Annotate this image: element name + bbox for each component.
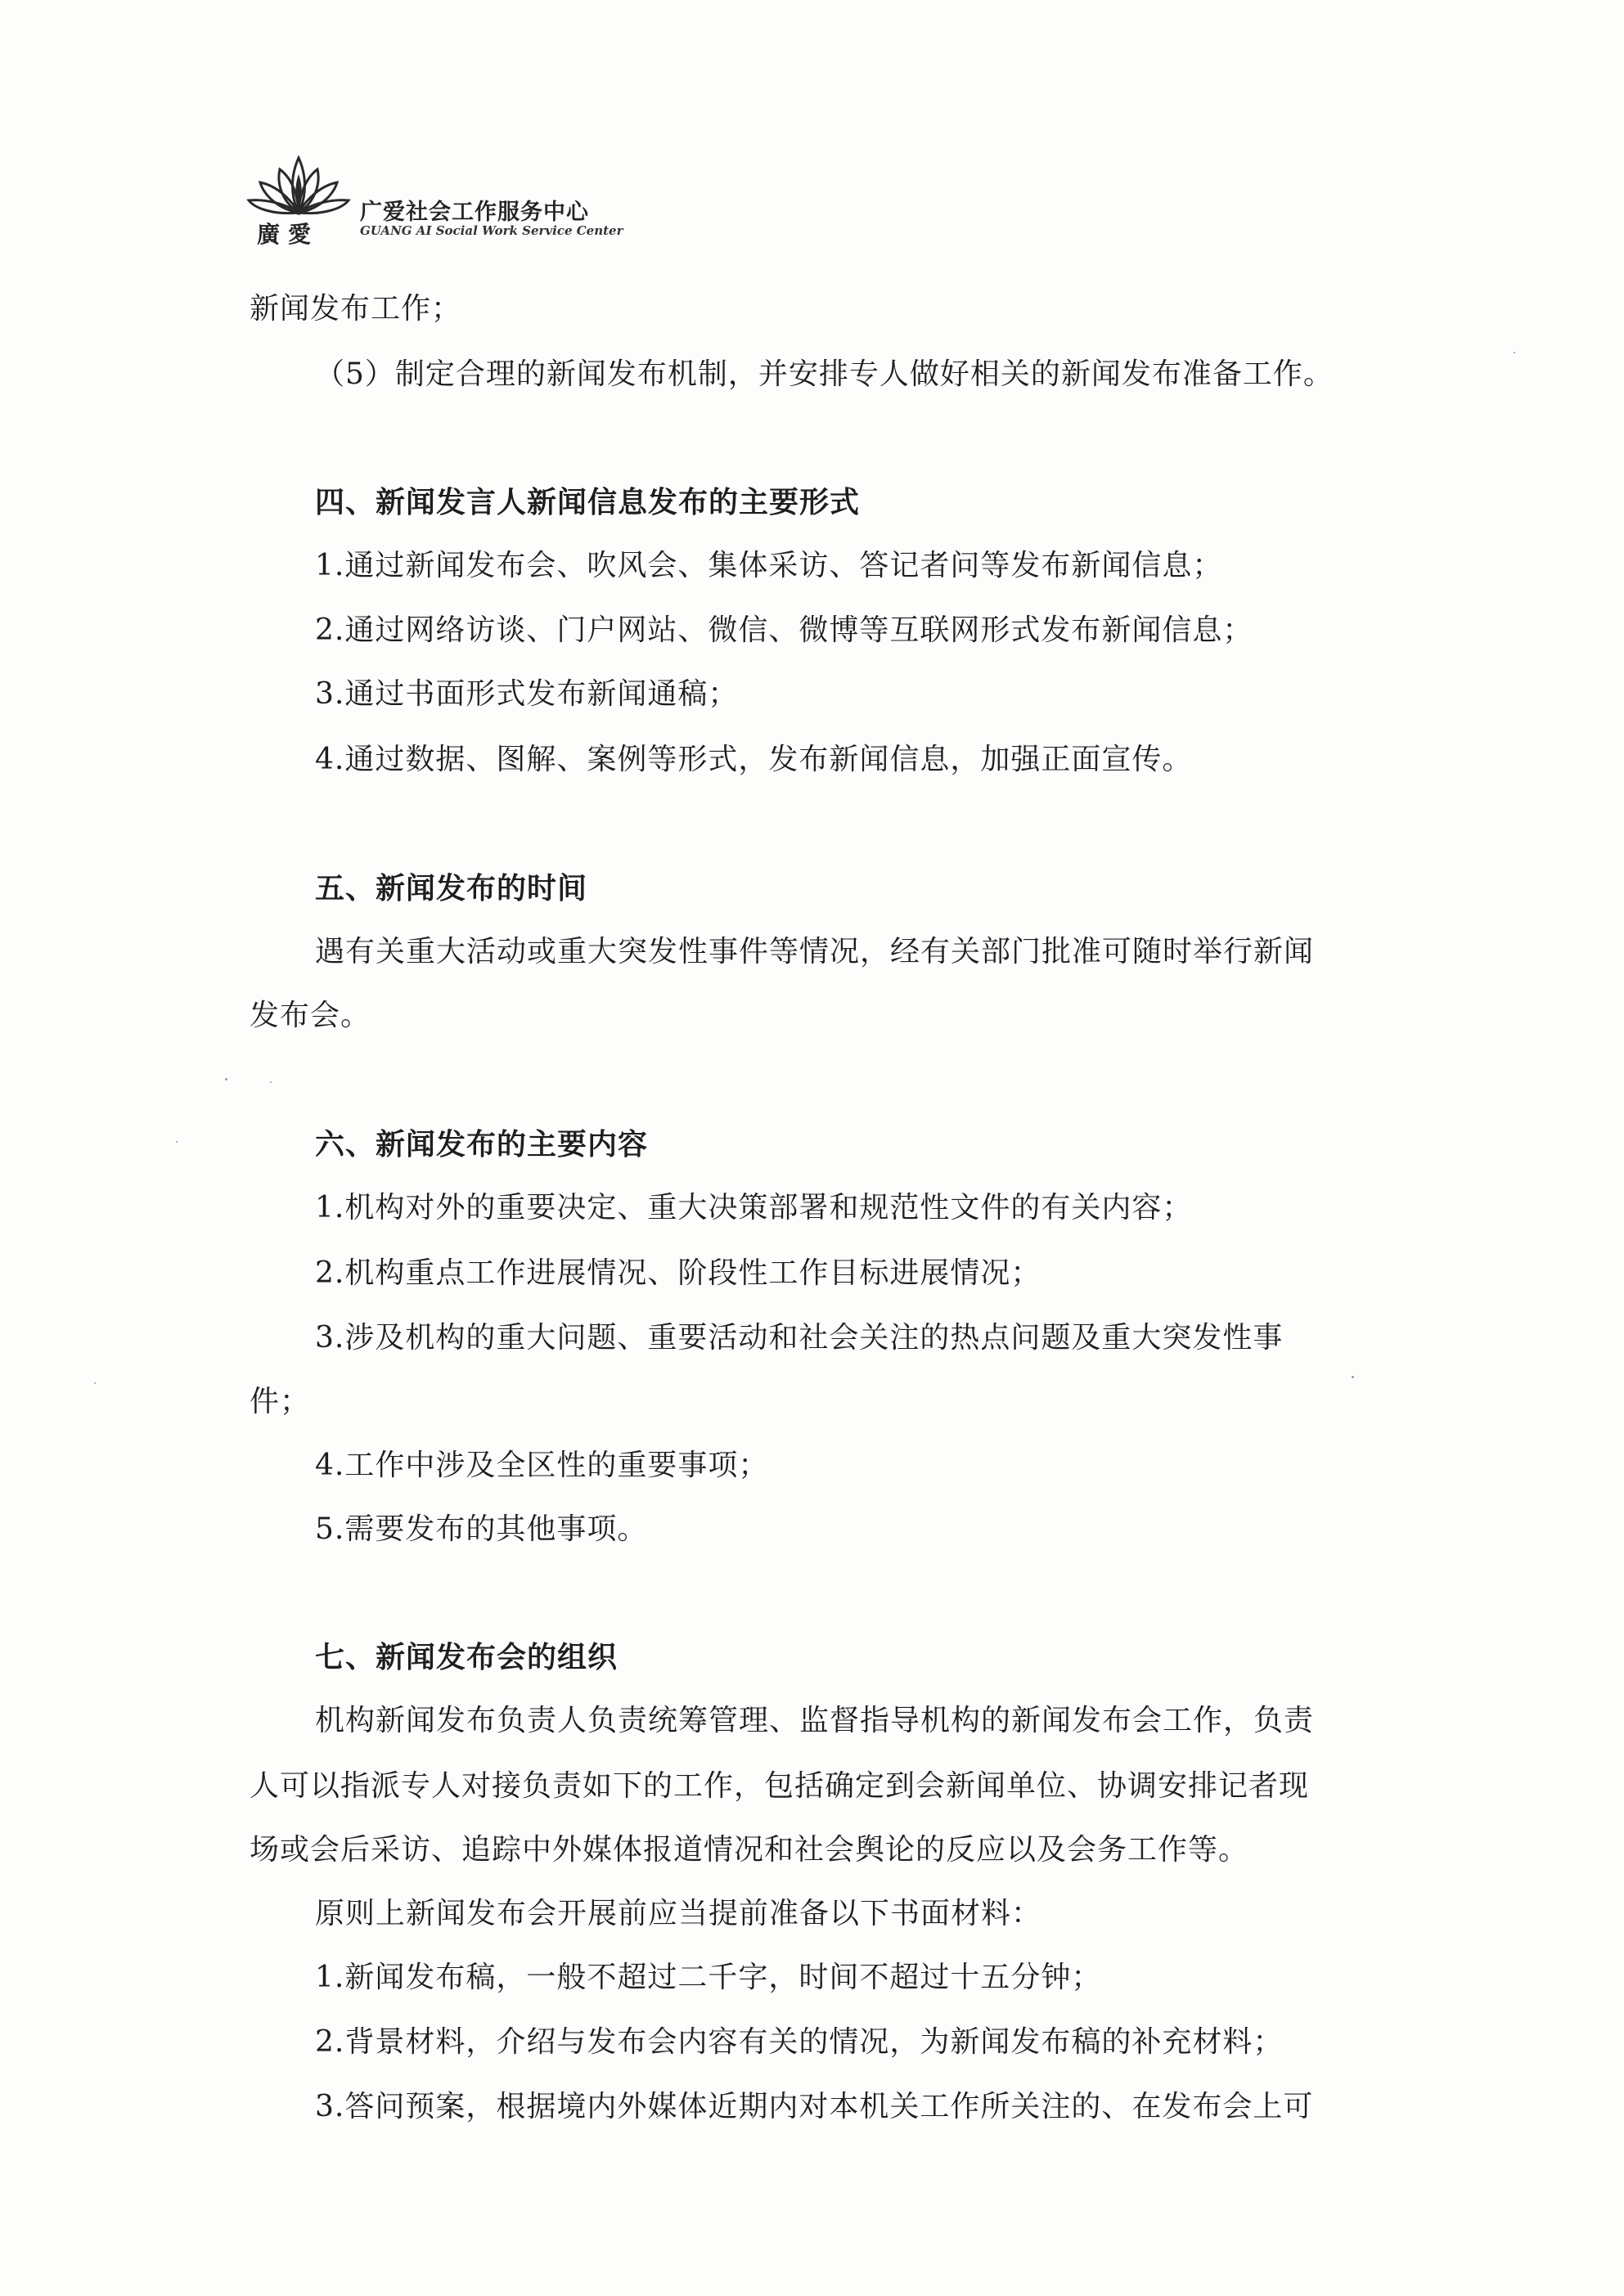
list-item: 2.背景材料，介绍与发布会内容有关的情况，为新闻发布稿的补充材料； (315, 2025, 1284, 2059)
list-item: 3.通过书面形式发布新闻通稿； (315, 677, 739, 711)
organization-name-english: GUANG AI Social Work Service Center (360, 223, 623, 238)
logo-script-text: 廣愛 (257, 221, 320, 248)
organization-name: 广爱社会工作服务中心 (360, 200, 589, 225)
paragraph-line: 遇有关重大活动或重大突发性事件等情况，经有关部门批准可随时举行新闻 (315, 935, 1315, 968)
list-item: 4.通过数据、图解、案例等形式，发布新闻信息，加强正面宣传。 (315, 743, 1193, 776)
paragraph-line: 人可以指派专人对接负责如下的工作，包括确定到会新闻单位、协调安排记者现 (250, 1769, 1310, 1803)
list-item: 5.需要发布的其他事项。 (315, 1512, 648, 1546)
lotus-logo-icon (245, 151, 352, 217)
list-item: 4.工作中涉及全区性的重要事项； (315, 1449, 769, 1482)
list-item: 2.机构重点工作进展情况、阶段性工作目标进展情况； (315, 1256, 1041, 1290)
paragraph-line: 发布会。 (250, 999, 371, 1032)
list-item: 3.答问预案，根据境内外媒体近期内对本机关工作所关注的、在发布会上可 (315, 2090, 1314, 2123)
paragraph-line: 件； (250, 1385, 311, 1418)
paragraph-line: 原则上新闻发布会开展前应当提前准备以下书面材料： (315, 1897, 1042, 1930)
section-heading: 五、新闻发布的时间 (315, 871, 588, 905)
paragraph-line: 新闻发布工作； (250, 292, 462, 326)
section-heading: 六、新闻发布的主要内容 (315, 1127, 649, 1161)
section-heading: 四、新闻发言人新闻信息发布的主要形式 (315, 485, 861, 519)
paragraph-line: 机构新闻发布负责人负责统筹管理、监督指导机构的新闻发布会工作，负责 (315, 1704, 1315, 1737)
list-item: （5）制定合理的新闻发布机制，并安排专人做好相关的新闻发布准备工作。 (315, 357, 1334, 391)
section-heading: 七、新闻发布会的组织 (315, 1640, 619, 1674)
list-item: 1.新闻发布稿，一般不超过二千字，时间不超过十五分钟； (315, 1961, 1102, 1994)
list-item: 2.通过网络访谈、门户网站、微信、微博等互联网形式发布新闻信息； (315, 613, 1253, 647)
letterhead (245, 151, 704, 249)
list-item: 1.通过新闻发布会、吹风会、集体采访、答记者问等发布新闻信息； (315, 549, 1223, 582)
paragraph-line: 场或会后采访、追踪中外媒体报道情况和社会舆论的反应以及会务工作等。 (250, 1833, 1249, 1867)
list-item: 3.涉及机构的重大问题、重要活动和社会关注的热点问题及重大突发性事 (315, 1321, 1284, 1355)
list-item: 1.机构对外的重要决定、重大决策部署和规范性文件的有关内容； (315, 1191, 1193, 1224)
